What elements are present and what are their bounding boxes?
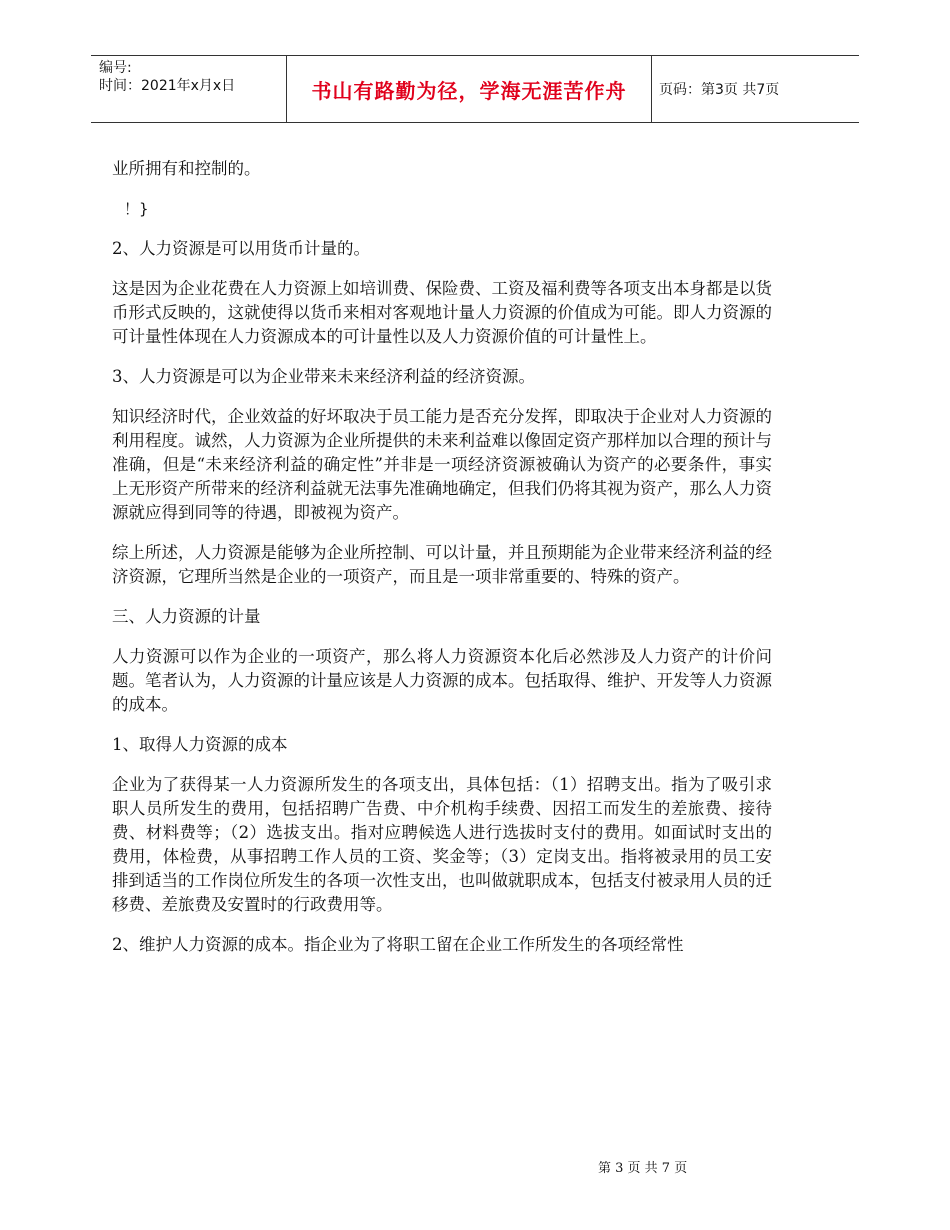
paragraph-acquisition-cost: 企业为了获得某一人力资源所发生的各项支出，具体包括：（1）招聘支出。指为了吸引求职人员所发生的费用，包括招聘广告费、中介机构手续费、因招工而发生的差旅费、接待费、材料费等；（2）选拔支出。指对应聘候选人进行选拔时支付的费用。如面试时支出的费用，体检费，从事招聘工作人员的工资、奖金等；（3）定岗支出。指将被录用的员工安排到适当的工作岗位所发生的各项一次性支出，也叫做就职成本，包括支付被录用人员的迁移费、差旅费及安置时的行政费用等。 [112, 775, 772, 914]
page-footer: 第 3 页 共 7 页 [598, 1161, 688, 1176]
chapter-heading-3: 三、人力资源的计量 [112, 607, 261, 626]
document-number-label: 编号: [99, 60, 132, 76]
paragraph-measurement: 人力资源可以作为企业的一项资产，那么将人力资源资本化后必然涉及人力资产的计价问题。笔者认为，人力资源的计量应该是人力资源的成本。包括取得、维护、开发等人力资源的成本。 [112, 647, 772, 714]
paragraph-2: 这是因为企业花费在人力资源上如培训费、保险费、工资及福利费等各项支出本身都是以货币形式反映的，这就使得以货币来相对客观地计量人力资源的价值成为可能。即人力资源的可计量性体现在人力资源成本的可计量性以及人力资源价值的可计量性上。 [112, 279, 772, 346]
document-time-label: 时间：2021年x月x日 [99, 78, 236, 94]
section-heading-2: 2、人力资源是可以用货币计量的。 [112, 239, 370, 258]
subsection-heading-2: 2、维护人力资源的成本。指企业为了将职工留在企业工作所发生的各项经常性 [112, 935, 684, 954]
header-divider-right [651, 56, 652, 122]
header-page-info: 页码：第3页 共7页 [659, 82, 780, 98]
subsection-heading-1: 1、取得人力资源的成本 [112, 735, 288, 754]
stray-mark: ！} [124, 200, 149, 218]
document-body [112, 157, 772, 973]
section-heading-3: 3、人力资源是可以为企业带来未来经济利益的经济资源。 [112, 367, 535, 386]
page-header [91, 55, 859, 123]
header-meta [99, 59, 235, 95]
paragraph-3: 知识经济时代，企业效益的好坏取决于员工能力是否充分发挥，即取决于企业对人力资源的利用程度。诚然，人力资源为企业所提供的未来利益难以像固定资产那样加以合理的预计与准确，但是“未来经济利益的确定性”并非是一项经济资源被确认为资产的必要条件，事实上无形资产所带来的经济利益就无法事先准确地确定，但我们仍将其视为资产，那么人力资源就应得到同等的待遇，即被视为资产。 [112, 407, 772, 522]
paragraph-1: 业所拥有和控制的。 [112, 159, 261, 178]
paragraph-summary: 综上所述，人力资源是能够为企业所控制、可以计量，并且预期能为企业带来经济利益的经济资源，它理所当然是企业的一项资产，而且是一项非常重要的、特殊的资产。 [112, 543, 772, 586]
header-motto: 书山有路勤为径，学海无涯苦作舟 [311, 78, 627, 103]
